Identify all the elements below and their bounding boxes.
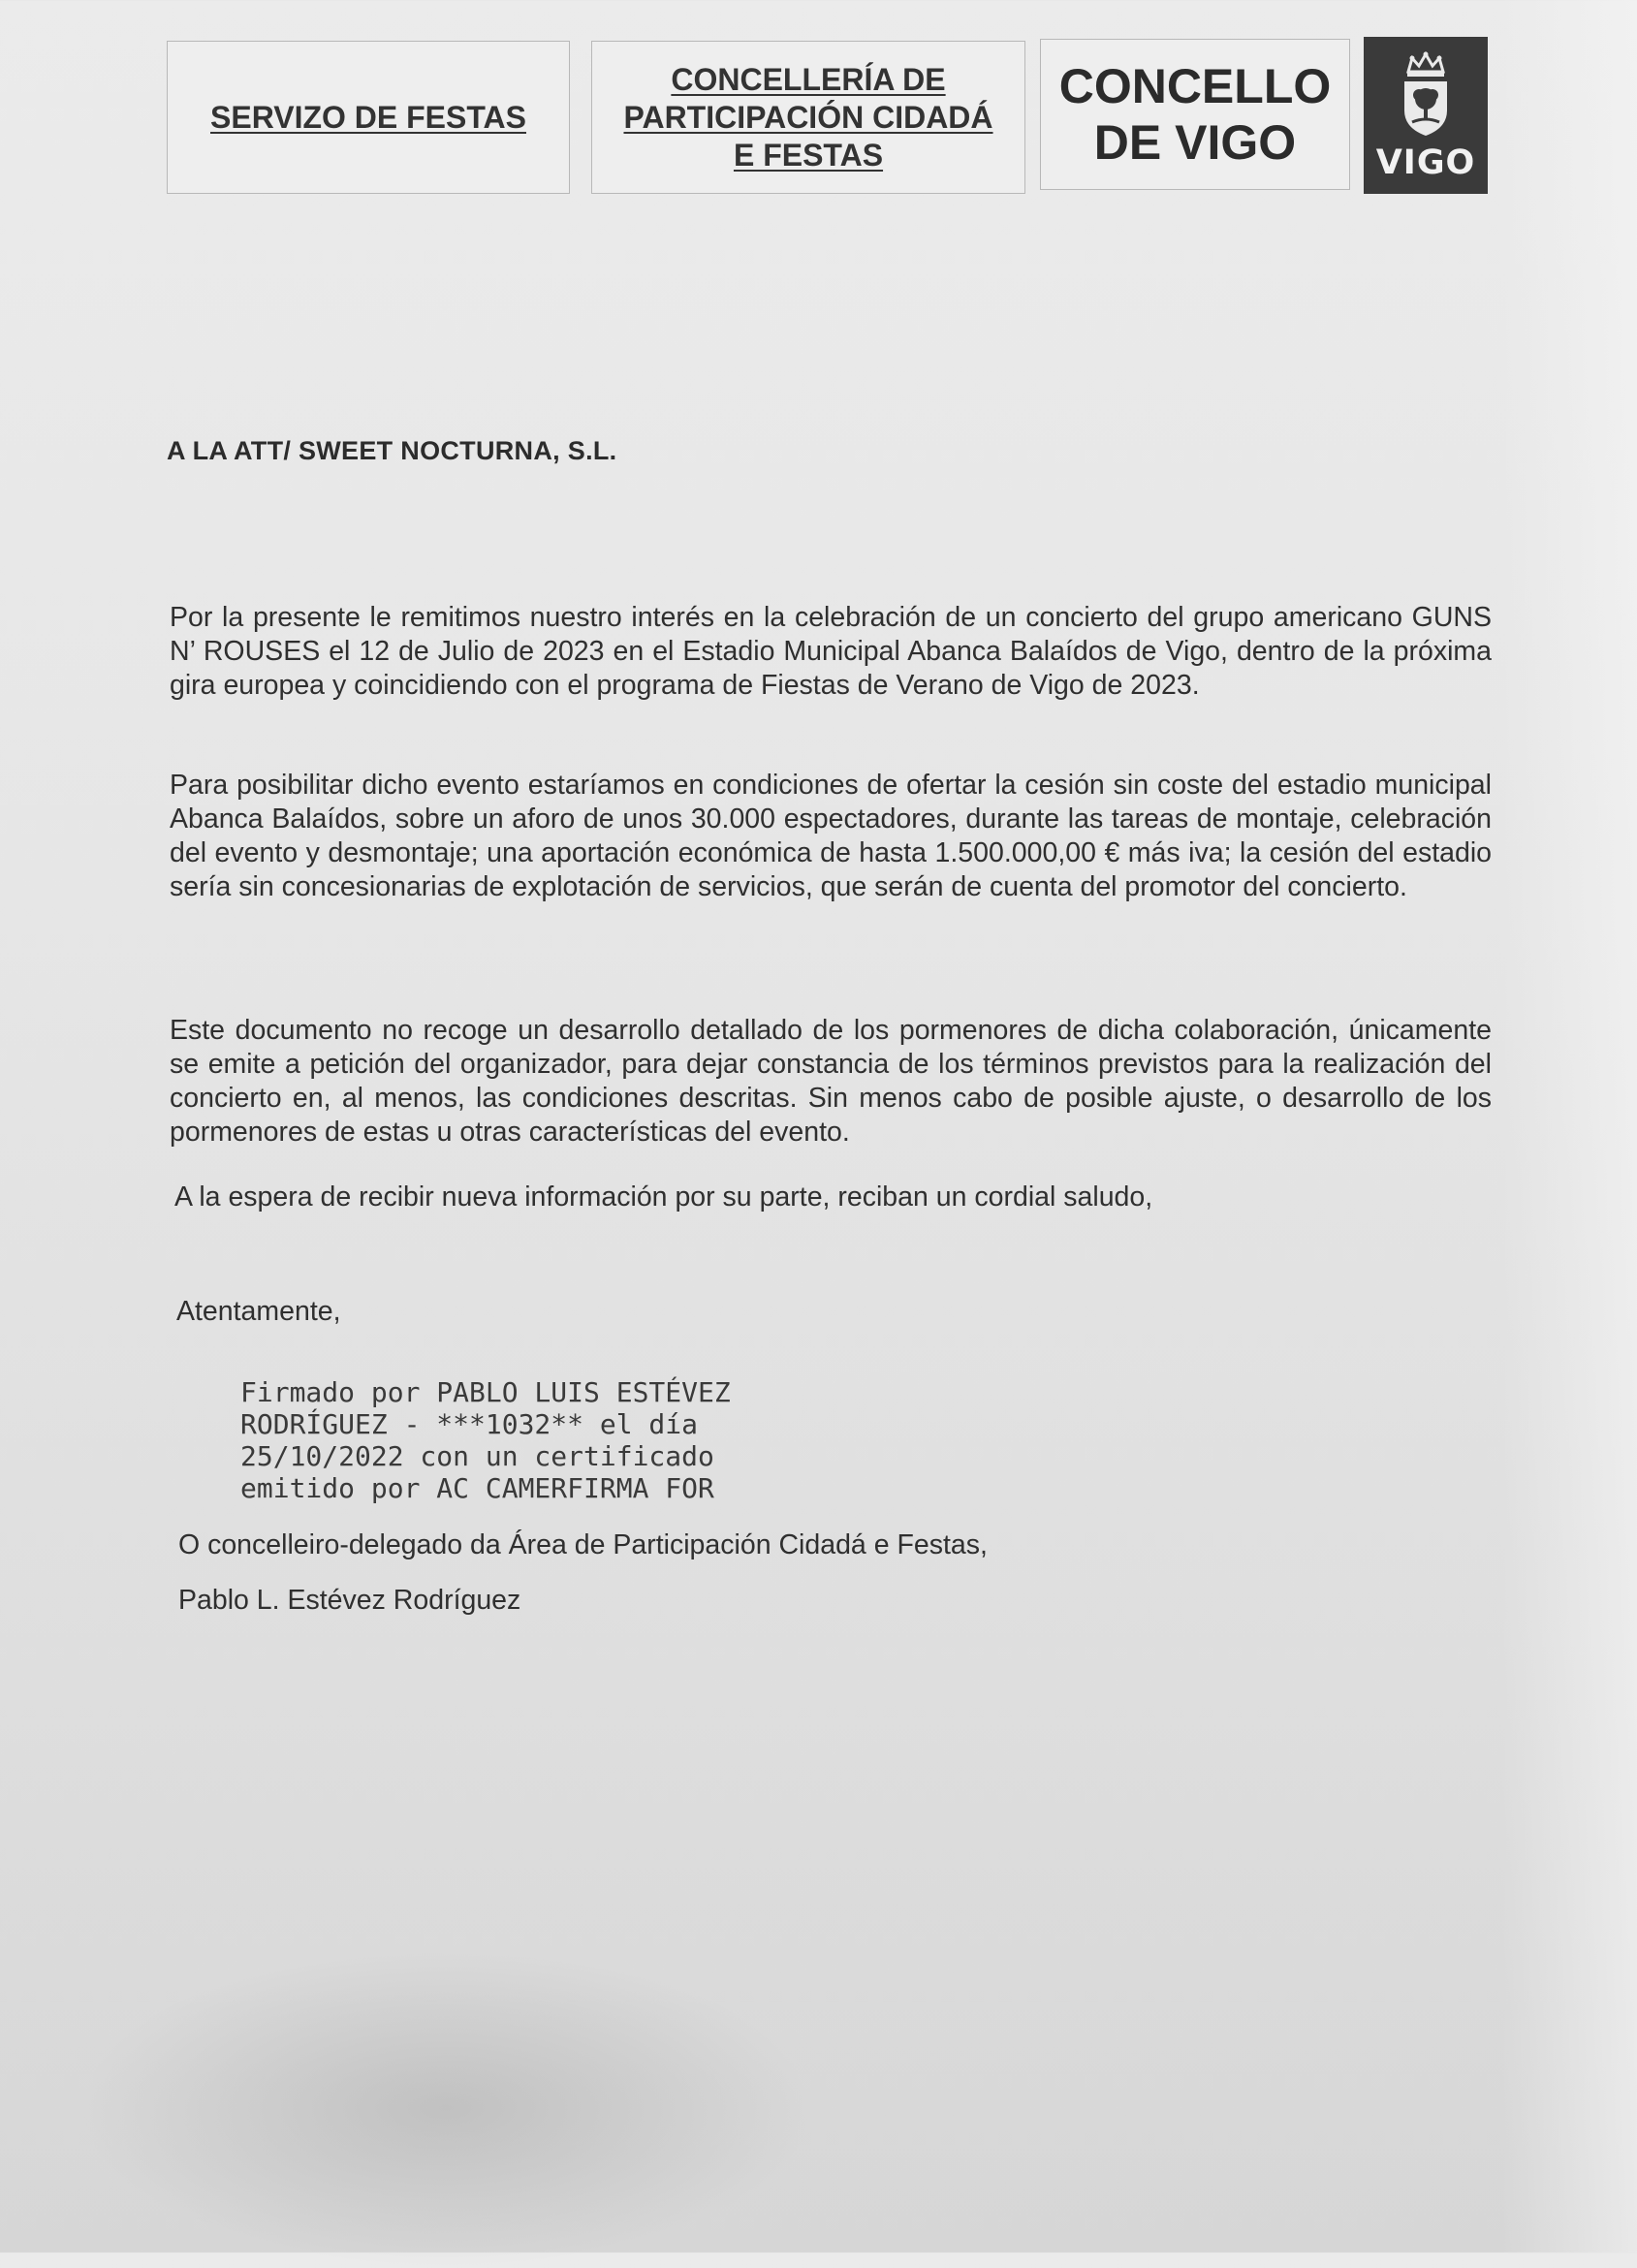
- signatory-name: Pablo L. Estévez Rodríguez: [178, 1585, 521, 1616]
- department-line-1: CONCELLERÍA DE: [671, 61, 946, 97]
- vigo-logo: [1364, 37, 1488, 194]
- digital-signature-block: [240, 1376, 731, 1504]
- paragraph-1: Por la presente le remitimos nuestro interés en la celebración de un concierto del grupo americano GUNS N’ ROUSES el 12 de Julio de 2023 en el Estadio Municipal Abanca Balaídos de Vigo, dentro de la próxima gira europea y coincidiendo con el programa de Fiestas de Verano de Vigo de 2023.: [170, 602, 1492, 701]
- salutation: Atentamente,: [176, 1296, 341, 1327]
- header-council-box: [1040, 39, 1350, 190]
- department-line-2: PARTICIPACIÓN CIDADÁ: [623, 99, 993, 135]
- department-name: [623, 61, 992, 174]
- council-name: [1059, 58, 1332, 171]
- logo-text: VIGO: [1375, 143, 1476, 182]
- signatory-role: O concelleiro-delegado da Área de Participación Cidadá e Festas,: [178, 1529, 988, 1560]
- signature-line-4: emitido por AC CAMERFIRMA FOR: [240, 1472, 714, 1504]
- signature-line-2: RODRÍGUEZ - ***1032** el día: [240, 1408, 699, 1440]
- signature-line-1: Firmado por PABLO LUIS ESTÉVEZ: [240, 1376, 731, 1408]
- department-line-3: E FESTAS: [733, 137, 884, 173]
- header-department-box: [591, 41, 1025, 194]
- paragraph-4: A la espera de recibir nueva información por su parte, reciban un cordial saludo,: [174, 1181, 1153, 1213]
- service-name: SERVIZO DE FESTAS: [210, 100, 526, 135]
- signature-line-3: 25/10/2022 con un certificado: [240, 1440, 714, 1472]
- council-line-2: DE VIGO: [1093, 115, 1297, 170]
- coat-of-arms-icon: [1395, 50, 1457, 138]
- header-service-box: [167, 41, 570, 194]
- paragraph-3: Este documento no recoge un desarrollo detallado de los pormenores de dicha colaboración, únicamente se emite a petición del organizador, para dejar constancia de los términos previstos para la realización del concierto en, al menos, las condiciones descritas. Sin menos cabo de posible ajuste, o desarrollo de los pormenores de estas u otras características del evento.: [170, 1015, 1492, 1148]
- addressee: A LA ATT/ SWEET NOCTURNA, S.L.: [167, 436, 617, 465]
- council-line-1: CONCELLO: [1058, 59, 1332, 113]
- paper-shadow: [78, 1948, 814, 2268]
- paragraph-2: Para posibilitar dicho evento estaríamos en condiciones de ofertar la cesión sin coste del estadio municipal Abanca Balaídos, sobre un aforo de unos 30.000 espectadores, durante las tareas de montaje, celebración del evento y desmontaje; una aportación económica de hasta 1.500.000,00 € más iva; la cesión del estadio sería sin concesionarias de explotación de servicios, que serán de cuenta del promotor del concierto.: [170, 770, 1492, 902]
- paper-edge-highlight: [1501, 0, 1637, 2252]
